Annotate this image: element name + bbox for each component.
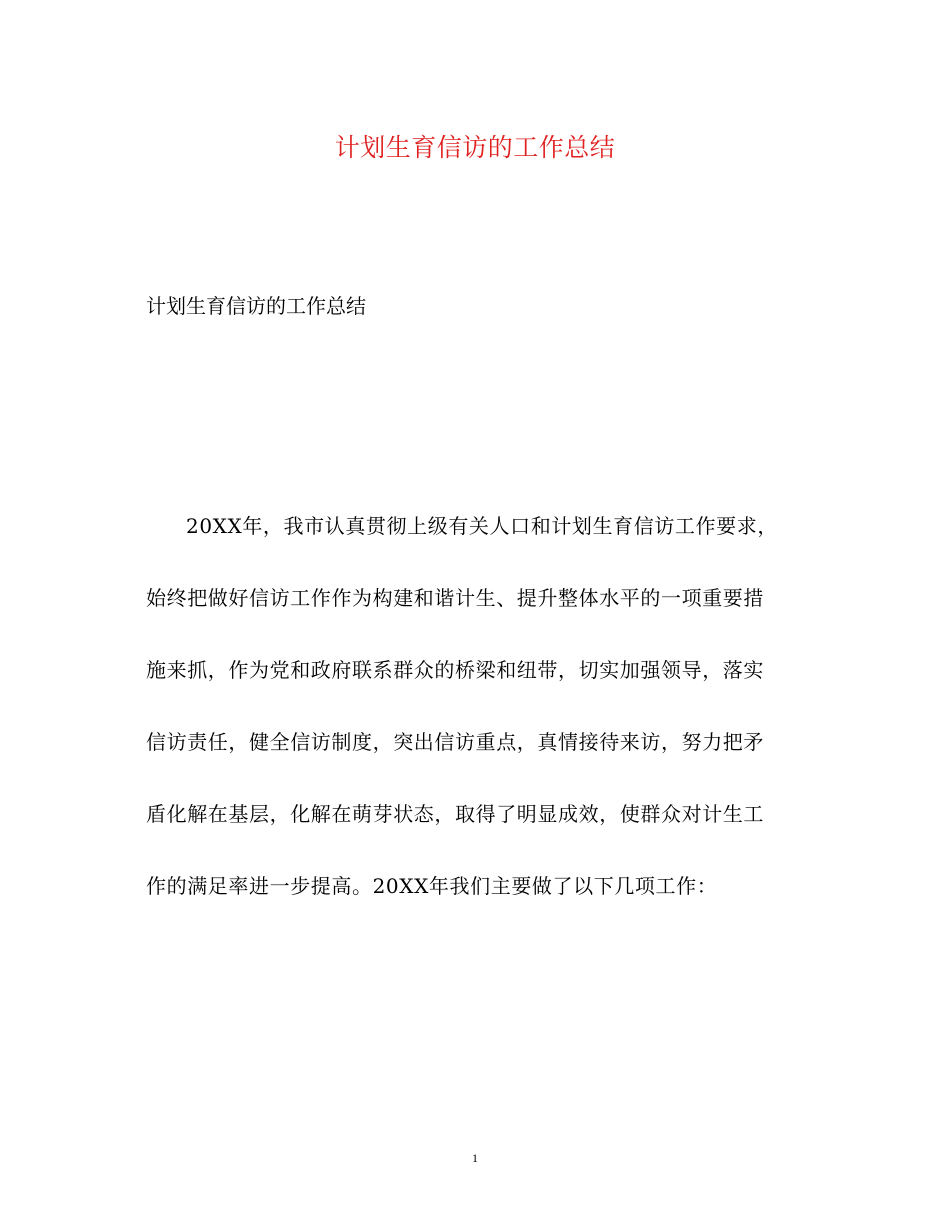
body-paragraph xyxy=(146,508,806,940)
document-subtitle: 计划生育信访的工作总结 xyxy=(146,294,366,318)
body-line: 信访责任，健全信访制度，突出信访重点，真情接待来访，努力把矛 xyxy=(146,730,764,754)
page-number: 1 xyxy=(472,1151,478,1165)
document-title: 计划生育信访的工作总结 xyxy=(334,133,616,162)
body-line: 20XX年，我市认真贯彻上级有关人口和计划生育信访工作要求， xyxy=(186,514,778,538)
body-line: 盾化解在基层，化解在萌芽状态，取得了明显成效，使群众对计生工 xyxy=(146,802,764,826)
body-line: 始终把做好信访工作作为构建和谐计生、提升整体水平的一项重要措 xyxy=(146,586,764,610)
body-line: 施来抓，作为党和政府联系群众的桥梁和纽带，切实加强领导，落实 xyxy=(146,658,764,682)
body-line: 作的满足率进一步提高。20XX年我们主要做了以下几项工作： xyxy=(146,874,718,898)
